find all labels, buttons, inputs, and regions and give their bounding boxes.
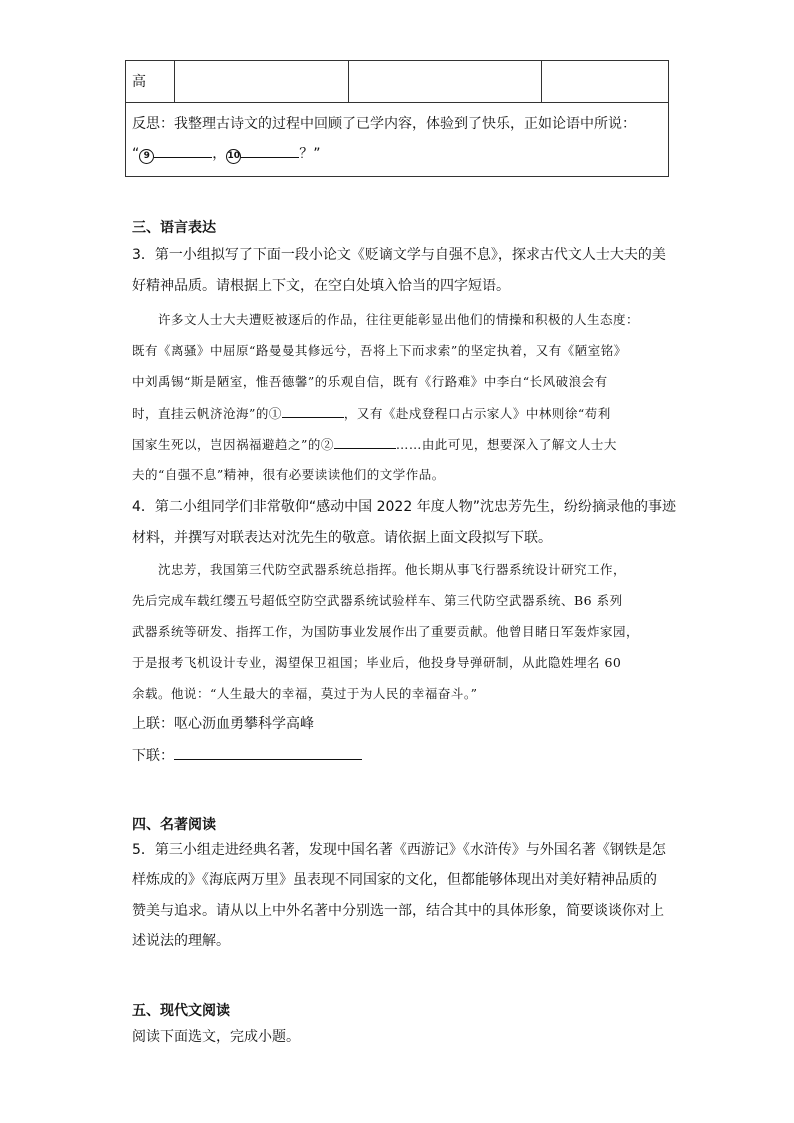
empty-cell-2[interactable] <box>348 61 541 103</box>
section3-heading: 三、语言表达 <box>132 220 216 236</box>
q4-line-2: 材料，并撰写对联表达对沈先生的敬意。请依据上面文段拟写下联。 <box>132 530 552 546</box>
empty-cell-3[interactable] <box>541 61 668 103</box>
blank-10-marker: 10 <box>226 149 241 164</box>
section4-heading: 四、名著阅读 <box>132 817 216 833</box>
q3-line-1: 3．第一小组拟写了下面一段小论文《贬谪文学与自强不息》，探求古代文人士大夫的美 <box>132 247 666 263</box>
q3-line-2: 好精神品质。请根据上下文，在空白处填入恰当的四字短语。 <box>132 278 510 294</box>
reflection-line-2: “ 9 ，10 ？” <box>132 140 662 168</box>
bio-line-5: 余载。他说：“人生最大的幸福，莫过于为人民的幸福奋斗。” <box>132 686 478 701</box>
q5-line-4: 述说法的理解。 <box>132 933 230 949</box>
passage-line-3: 中刘禹锡“斯是陋室，惟吾德馨”的乐观自信，既有《行路难》中李白“长风破浪会有 <box>132 374 608 389</box>
lower-couplet-blank[interactable] <box>174 745 362 760</box>
empty-cell-1[interactable] <box>174 61 348 103</box>
passage-line-4: 时，直挂云帆济沧海”的① ，又有《赴戍登程口占示家人》中林则徐“苟利 <box>132 403 611 422</box>
bio-line-3: 武器系统等研发、指挥工作，为国防事业发展作出了重要贡献。他曾目睹日军轰炸家园， <box>132 624 640 639</box>
row-label: 高 <box>132 73 146 90</box>
section5-heading: 五、现代文阅读 <box>132 1003 230 1019</box>
q5-line-1: 5．第三小组走进经典名著，发现中国名著《西游记》《水浒传》与外国名著《钢铁是怎 <box>132 842 666 858</box>
bio-line-2: 先后完成车载红缨五号超低空防空武器系统试验样车、第三代防空武器系统、B6 系列 <box>132 593 623 608</box>
reflection-cell <box>126 103 669 177</box>
q4-line-1: 4．第二小组同学们非常敬仰“感动中国 2022 年度人物”沈忠芳先生，纷纷摘录他的事迹 <box>132 499 676 515</box>
blank-9-marker: 9 <box>139 149 154 164</box>
lower-couplet: 下联： <box>132 745 362 766</box>
upper-couplet: 上联：呕心沥血勇攀科学高峰 <box>132 716 314 732</box>
reflection-line-1: 反思：我整理古诗文的过程中回顾了已学内容，体验到了快乐，正如论语中所说： <box>132 115 636 132</box>
blank-9[interactable] <box>154 143 212 158</box>
passage-line-5: 国家生死以，岂因祸福避趋之”的② ……由此可见，想要深入了解文人士大 <box>132 434 617 453</box>
bio-line-1: 沈忠芳，我国第三代防空武器系统总指挥。他长期从事飞行器系统设计研究工作， <box>158 562 627 577</box>
blank-1[interactable] <box>282 403 344 418</box>
passage-line-1: 许多文人士大夫遭贬被逐后的作品，往往更能彰显出他们的情操和积极的人生态度： <box>158 312 640 327</box>
passage-line-6: 夫的“自强不息”精神，很有必要读读他们的文学作品。 <box>132 467 445 482</box>
review-table <box>125 60 669 177</box>
section5-instruction: 阅读下面选文，完成小题。 <box>132 1029 300 1045</box>
q5-line-2: 样炼成的》《海底两万里》虽表现不同国家的文化，但都能够体现出对美好精神品质的 <box>132 872 657 888</box>
passage-line-2: 既有《离骚》中屈原“路曼曼其修远兮，吾将上下而求索”的坚定执着，又有《陋室铭》 <box>132 343 627 358</box>
bio-line-4: 于是报考飞机设计专业，渴望保卫祖国；毕业后，他投身导弹研制，从此隐姓埋名 60 <box>132 655 622 670</box>
row-label-cell <box>126 61 175 103</box>
q5-line-3: 赞美与追求。请从以上中外名著中分别选一部，结合其中的具体形象，简要谈谈你对上 <box>132 903 664 919</box>
blank-10[interactable] <box>241 143 299 158</box>
blank-2[interactable] <box>334 434 396 449</box>
